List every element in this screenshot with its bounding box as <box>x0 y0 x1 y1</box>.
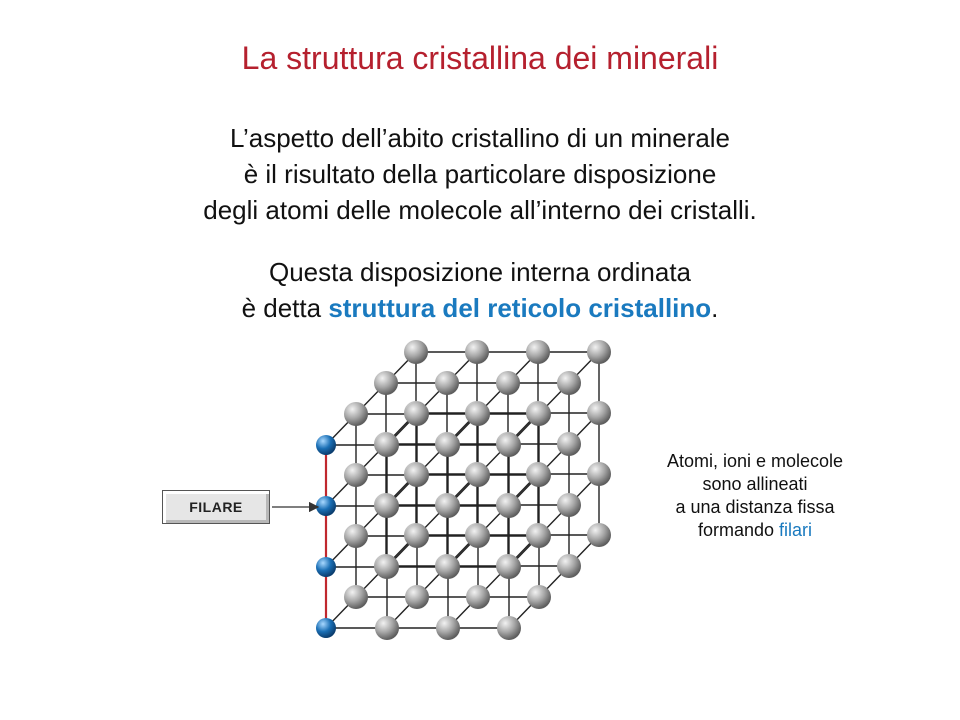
side-note-line-1: Atomi, ioni e molecole <box>666 451 844 471</box>
lattice-line <box>387 474 477 567</box>
lattice-atom <box>557 493 581 517</box>
lattice-line <box>509 474 599 567</box>
lattice-atom <box>405 402 429 426</box>
lattice-atom <box>344 585 368 609</box>
lattice-atom <box>436 616 460 640</box>
definition-suffix: . <box>711 293 719 323</box>
lattice-atom <box>435 371 459 395</box>
intro-line-3: degli atomi delle molecole all’interno dei cristalli. <box>203 195 757 225</box>
lattice-atom <box>436 555 460 579</box>
lattice-atom <box>375 433 399 457</box>
definition-line-1: Questa disposizione interna ordinata <box>268 257 692 287</box>
lattice-atom <box>496 371 520 395</box>
definition-highlight: struttura del reticolo cristallino <box>328 293 712 323</box>
lattice-atom <box>527 585 551 609</box>
lattice-atom <box>404 340 428 364</box>
lattice-atom <box>526 340 550 364</box>
filare-atom <box>316 435 336 455</box>
lattice-atom <box>497 555 521 579</box>
filare-atom <box>316 618 336 638</box>
lattice-line <box>387 352 477 445</box>
lattice-line <box>509 352 599 445</box>
lattice-line <box>509 535 599 628</box>
lattice-atom <box>557 432 581 456</box>
side-note <box>605 450 905 542</box>
lattice-atom <box>527 463 551 487</box>
lattice-atom <box>527 524 551 548</box>
lattice-atom <box>587 340 611 364</box>
lattice-atom <box>465 340 489 364</box>
lattice-atom <box>436 433 460 457</box>
lattice-line <box>387 413 477 506</box>
lattice-atom <box>466 585 490 609</box>
lattice-line <box>326 535 416 628</box>
lattice-line <box>448 352 538 445</box>
lattice-line <box>448 474 538 567</box>
lattice-atom <box>497 433 521 457</box>
lattice-atom <box>344 524 368 548</box>
lattice-atom <box>405 524 429 548</box>
lattice-lines <box>326 352 599 628</box>
lattice-atom <box>587 401 611 425</box>
intro-line-2: è il risultato della particolare disposizione <box>243 159 717 189</box>
lattice-line <box>387 535 477 628</box>
lattice-atom <box>436 494 460 518</box>
lattice-atom <box>375 555 399 579</box>
lattice-atom <box>344 463 368 487</box>
lattice-atom <box>405 585 429 609</box>
lattice-line <box>509 413 599 506</box>
definition-prefix: è detta <box>241 293 329 323</box>
lattice-atom <box>375 616 399 640</box>
lattice-atom <box>466 463 490 487</box>
lattice-line <box>326 474 416 567</box>
lattice-line <box>448 535 538 628</box>
filare-label: FILARE <box>162 490 270 524</box>
side-note-highlight: filari <box>779 520 813 540</box>
lattice-line <box>326 352 416 445</box>
side-note-line-2: sono allineati <box>702 474 808 494</box>
lattice-atom <box>405 463 429 487</box>
lattice-line <box>448 413 538 506</box>
side-note-line-4 <box>605 519 905 542</box>
filare-atom <box>316 557 336 577</box>
lattice-atom <box>557 371 581 395</box>
lattice-atom <box>527 402 551 426</box>
lattice-atom <box>374 371 398 395</box>
lattice-atom <box>497 616 521 640</box>
lattice-line <box>326 413 416 506</box>
lattice-atom <box>466 402 490 426</box>
intro-line-1: L’aspetto dell’abito cristallino di un minerale <box>229 123 731 153</box>
filare-atom <box>316 496 336 516</box>
lattice-atom <box>375 494 399 518</box>
lattice-atom <box>344 402 368 426</box>
page-title: La struttura cristallina dei minerali <box>241 40 719 76</box>
side-note-line-3: a una distanza fissa <box>675 497 835 517</box>
lattice-atom <box>497 494 521 518</box>
side-note-prefix: formando <box>697 520 780 540</box>
lattice-atom <box>466 524 490 548</box>
lattice-atom <box>557 554 581 578</box>
